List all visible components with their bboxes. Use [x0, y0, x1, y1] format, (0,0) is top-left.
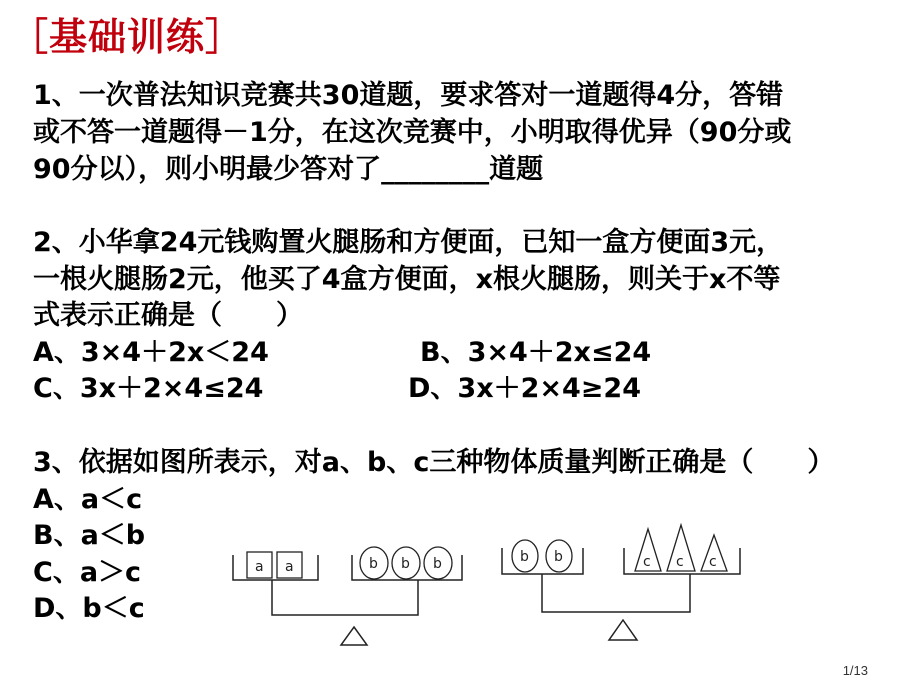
label-a1: a [255, 559, 264, 575]
q2-option-a: A、3×4＋2x＜24 [33, 337, 269, 368]
q3-option-a: A、a＜c [33, 484, 143, 515]
q1-line3: 90分以），则小明最少答对了________道题 [33, 154, 544, 185]
section-title: ［基础训练］ [10, 15, 245, 59]
q2-option-c: C、3x＋2×4≤24 [33, 373, 264, 404]
label-b5: b [554, 549, 563, 565]
q1-line1: 1、一次普法知识竞赛共30道题，要求答对一道题得4分，答错 [33, 80, 784, 111]
scale1-fulcrum-icon [341, 627, 367, 645]
q2-line1: 2、小华拿24元钱购置火腿肠和方便面，已知一盒方便面3元， [33, 227, 784, 258]
q3-option-d: D、b＜c [33, 593, 145, 624]
scale2-beam [542, 574, 690, 612]
label-c2: c [676, 554, 684, 570]
scale1-beam [272, 580, 418, 615]
label-c1: c [643, 554, 651, 570]
label-b4: b [520, 549, 529, 565]
label-b1: b [369, 556, 378, 572]
label-b3: b [433, 556, 442, 572]
scale1-left-pan [233, 555, 318, 580]
label-c3: c [709, 554, 717, 570]
q2-line2: 一根火腿肠2元，他买了4盒方便面，x根火腿肠，则关于x不等 [33, 264, 781, 295]
q3-option-b: B、a＜b [33, 520, 146, 551]
q3-option-c: C、a＞c [33, 557, 142, 588]
scale2-fulcrum-icon [609, 620, 637, 640]
q3-line1: 3、依据如图所表示，对a、b、c三种物体质量判断正确是（ ） [33, 447, 835, 478]
label-a2: a [285, 559, 294, 575]
label-b2: b [401, 556, 410, 572]
q2-option-b: B、3×4＋2x≤24 [420, 337, 652, 368]
q2-line3: 式表示正确是（ ） [33, 300, 303, 331]
q2-option-d: D、3x＋2×4≥24 [408, 373, 642, 404]
q1-line2: 或不答一道题得－1分，在这次竞赛中，小明取得优异（90分或 [33, 117, 792, 148]
page-number: 1/13 [842, 663, 868, 678]
